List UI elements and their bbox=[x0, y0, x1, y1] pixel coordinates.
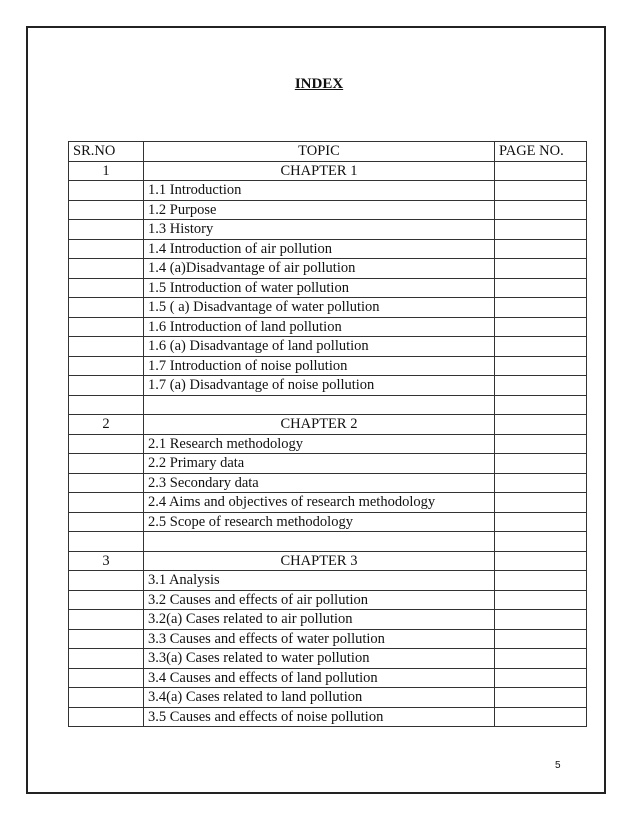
page-no-cell bbox=[495, 259, 587, 279]
sr-no-cell bbox=[69, 688, 144, 708]
page-no-cell bbox=[495, 532, 587, 552]
sr-no-cell bbox=[69, 356, 144, 376]
sr-no-cell bbox=[69, 707, 144, 727]
header-page-no: PAGE NO. bbox=[495, 142, 587, 162]
sr-no-cell bbox=[69, 532, 144, 552]
topic-cell: 3.3(a) Cases related to water pollution bbox=[144, 649, 495, 669]
topic-row bbox=[69, 493, 587, 513]
page-no-cell bbox=[495, 415, 587, 435]
spacer-row bbox=[69, 532, 587, 552]
topic-row bbox=[69, 278, 587, 298]
topic-cell bbox=[144, 395, 495, 415]
topic-cell: 3.1 Analysis bbox=[144, 571, 495, 591]
topic-cell: 2.5 Scope of research methodology bbox=[144, 512, 495, 532]
sr-no-cell bbox=[69, 298, 144, 318]
topic-row bbox=[69, 688, 587, 708]
page-no-cell bbox=[495, 356, 587, 376]
page-no-cell bbox=[495, 434, 587, 454]
page-no-cell bbox=[495, 181, 587, 201]
page-no-cell bbox=[495, 200, 587, 220]
topic-row bbox=[69, 649, 587, 669]
topic-row bbox=[69, 298, 587, 318]
chapter-heading-row bbox=[69, 415, 587, 435]
page-no-cell bbox=[495, 707, 587, 727]
topic-row bbox=[69, 259, 587, 279]
sr-no-cell bbox=[69, 434, 144, 454]
chapter-heading: CHAPTER 1 bbox=[144, 161, 495, 181]
topic-cell: 3.2(a) Cases related to air pollution bbox=[144, 610, 495, 630]
topic-cell bbox=[144, 532, 495, 552]
page-no-cell bbox=[495, 337, 587, 357]
topic-row bbox=[69, 454, 587, 474]
page-title: INDEX bbox=[294, 76, 344, 92]
topic-cell: 3.4(a) Cases related to land pollution bbox=[144, 688, 495, 708]
page-no-cell bbox=[495, 610, 587, 630]
chapter-heading: CHAPTER 3 bbox=[144, 551, 495, 571]
sr-no-cell bbox=[69, 239, 144, 259]
topic-row bbox=[69, 668, 587, 688]
topic-row bbox=[69, 707, 587, 727]
page-no-cell bbox=[495, 161, 587, 181]
topic-row bbox=[69, 337, 587, 357]
page-no-cell bbox=[495, 473, 587, 493]
topic-cell: 1.6 (a) Disadvantage of land pollution bbox=[144, 337, 495, 357]
sr-no-cell bbox=[69, 473, 144, 493]
sr-no-cell bbox=[69, 395, 144, 415]
topic-cell: 1.7 Introduction of noise pollution bbox=[144, 356, 495, 376]
index-table-body bbox=[69, 142, 587, 727]
page-number: 5 bbox=[555, 760, 561, 771]
topic-cell: 3.2 Causes and effects of air pollution bbox=[144, 590, 495, 610]
sr-no-cell bbox=[69, 278, 144, 298]
topic-row bbox=[69, 200, 587, 220]
topic-cell: 1.4 Introduction of air pollution bbox=[144, 239, 495, 259]
sr-no-cell bbox=[69, 337, 144, 357]
topic-row bbox=[69, 473, 587, 493]
topic-cell: 1.7 (a) Disadvantage of noise pollution bbox=[144, 376, 495, 396]
topic-row bbox=[69, 356, 587, 376]
topic-row bbox=[69, 239, 587, 259]
topic-row bbox=[69, 434, 587, 454]
page-no-cell bbox=[495, 376, 587, 396]
sr-no-cell bbox=[69, 454, 144, 474]
page-no-cell bbox=[495, 629, 587, 649]
sr-no-cell bbox=[69, 259, 144, 279]
page-no-cell bbox=[495, 668, 587, 688]
page-no-cell bbox=[495, 590, 587, 610]
chapter-heading: CHAPTER 2 bbox=[144, 415, 495, 435]
topic-cell: 2.1 Research methodology bbox=[144, 434, 495, 454]
topic-cell: 1.5 Introduction of water pollution bbox=[144, 278, 495, 298]
topic-row bbox=[69, 512, 587, 532]
page-no-cell bbox=[495, 298, 587, 318]
page-no-cell bbox=[495, 239, 587, 259]
sr-no-cell bbox=[69, 590, 144, 610]
topic-row bbox=[69, 317, 587, 337]
sr-no-cell bbox=[69, 649, 144, 669]
page-no-cell bbox=[495, 493, 587, 513]
sr-no-cell: 3 bbox=[69, 551, 144, 571]
topic-cell: 3.5 Causes and effects of noise pollution bbox=[144, 707, 495, 727]
sr-no-cell bbox=[69, 512, 144, 532]
topic-cell: 2.3 Secondary data bbox=[144, 473, 495, 493]
page-no-cell bbox=[495, 395, 587, 415]
topic-cell: 2.4 Aims and objectives of research methodology bbox=[144, 493, 495, 513]
sr-no-cell: 2 bbox=[69, 415, 144, 435]
topic-row bbox=[69, 610, 587, 630]
topic-cell: 3.4 Causes and effects of land pollution bbox=[144, 668, 495, 688]
sr-no-cell bbox=[69, 610, 144, 630]
sr-no-cell bbox=[69, 376, 144, 396]
page-no-cell bbox=[495, 551, 587, 571]
header-sr-no: SR.NO bbox=[69, 142, 144, 162]
sr-no-cell bbox=[69, 668, 144, 688]
sr-no-cell bbox=[69, 493, 144, 513]
sr-no-cell bbox=[69, 629, 144, 649]
topic-cell: 1.1 Introduction bbox=[144, 181, 495, 201]
topic-row bbox=[69, 629, 587, 649]
topic-cell: 2.2 Primary data bbox=[144, 454, 495, 474]
header-row bbox=[69, 142, 587, 162]
page-no-cell bbox=[495, 454, 587, 474]
page-no-cell bbox=[495, 220, 587, 240]
topic-cell: 3.3 Causes and effects of water pollution bbox=[144, 629, 495, 649]
topic-cell: 1.3 History bbox=[144, 220, 495, 240]
page-no-cell bbox=[495, 649, 587, 669]
page-no-cell bbox=[495, 317, 587, 337]
topic-cell: 1.6 Introduction of land pollution bbox=[144, 317, 495, 337]
sr-no-cell: 1 bbox=[69, 161, 144, 181]
topic-row bbox=[69, 181, 587, 201]
page-no-cell bbox=[495, 571, 587, 591]
topic-row bbox=[69, 590, 587, 610]
sr-no-cell bbox=[69, 317, 144, 337]
header-topic: TOPIC bbox=[144, 142, 495, 162]
topic-row bbox=[69, 376, 587, 396]
sr-no-cell bbox=[69, 571, 144, 591]
sr-no-cell bbox=[69, 181, 144, 201]
topic-cell: 1.4 (a)Disadvantage of air pollution bbox=[144, 259, 495, 279]
index-table bbox=[68, 141, 587, 727]
topic-cell: 1.5 ( a) Disadvantage of water pollution bbox=[144, 298, 495, 318]
sr-no-cell bbox=[69, 200, 144, 220]
topic-row bbox=[69, 571, 587, 591]
page-no-cell bbox=[495, 512, 587, 532]
chapter-heading-row bbox=[69, 551, 587, 571]
page-no-cell bbox=[495, 278, 587, 298]
spacer-row bbox=[69, 395, 587, 415]
chapter-heading-row bbox=[69, 161, 587, 181]
page-no-cell bbox=[495, 688, 587, 708]
sr-no-cell bbox=[69, 220, 144, 240]
topic-row bbox=[69, 220, 587, 240]
topic-cell: 1.2 Purpose bbox=[144, 200, 495, 220]
